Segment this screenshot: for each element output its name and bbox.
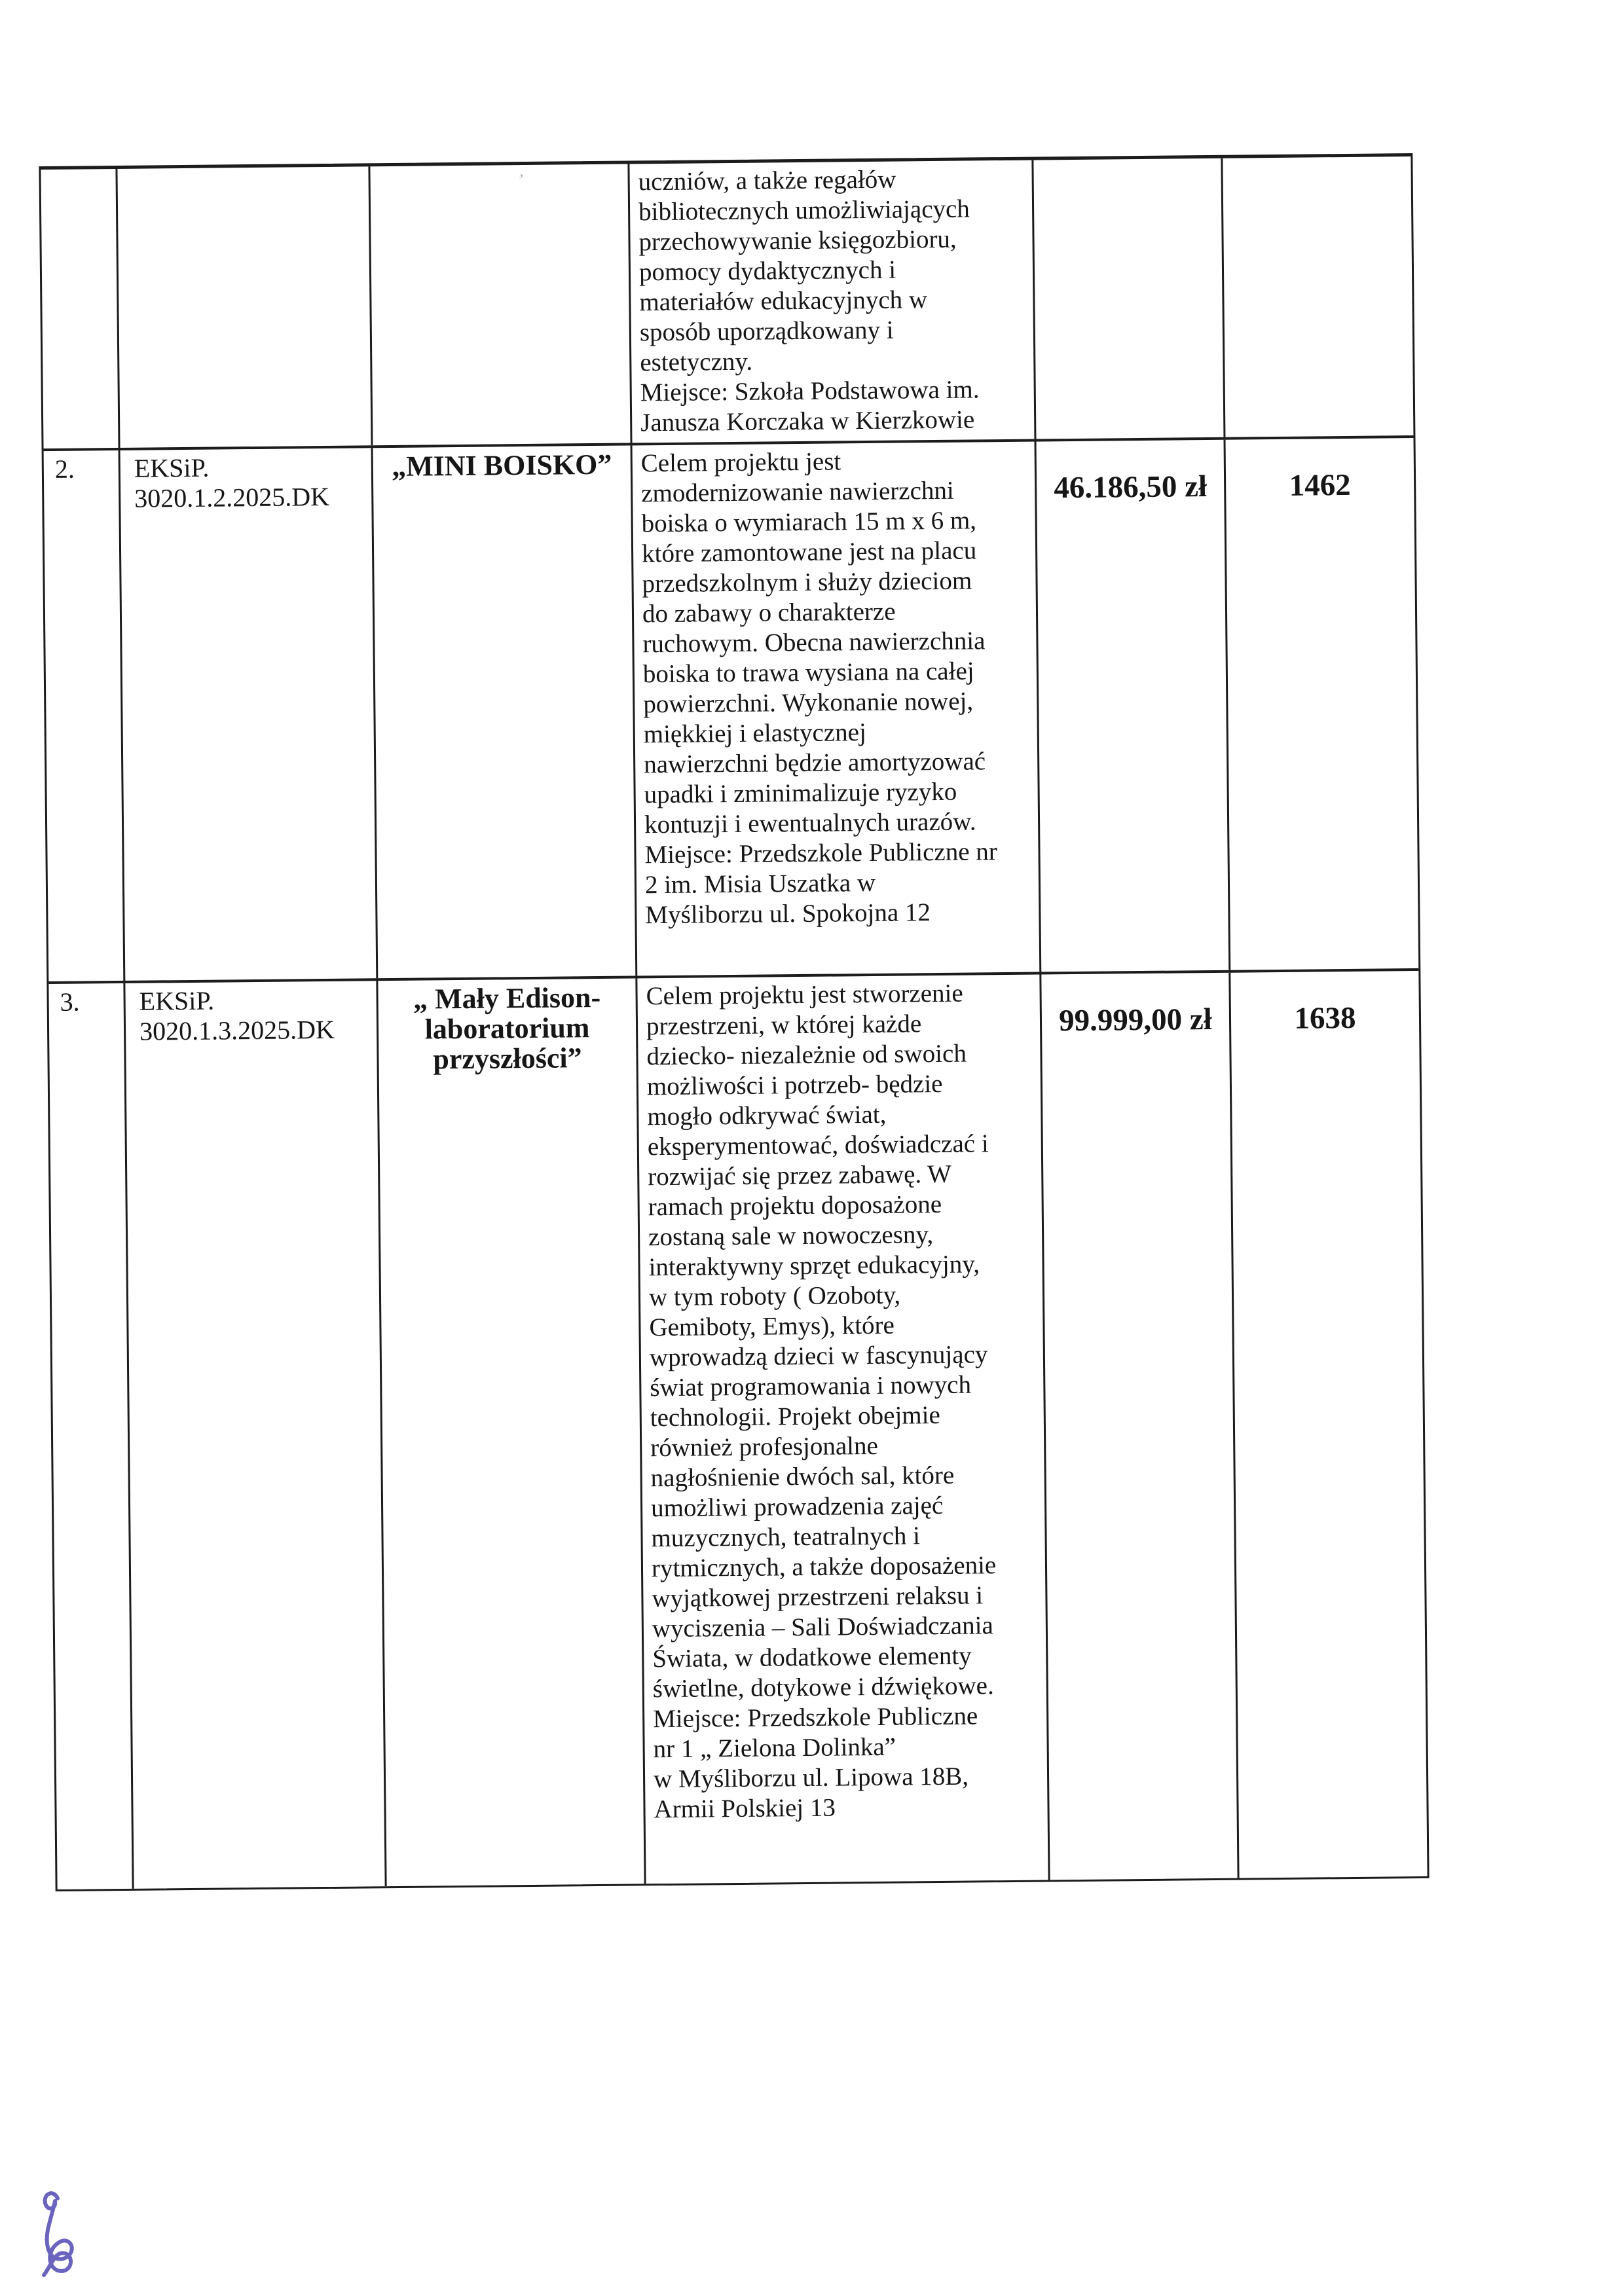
- text-line: umożliwi prowadzenia zajęć: [650, 1491, 944, 1523]
- text-line: nr 1 „ Zielona Dolinka”: [653, 1732, 896, 1764]
- table-row: [48, 968, 1427, 1889]
- text-line: świat programowania i nowych: [650, 1370, 972, 1402]
- signature-stroke: [44, 2193, 72, 2275]
- cell-row-number: 2.: [54, 454, 75, 484]
- cell-amount: [1031, 158, 1223, 439]
- text-line: estetyczny.: [640, 347, 753, 377]
- text-line: laboratorium: [424, 1011, 590, 1046]
- text-line: Świata, w dodatkowe elementy: [652, 1641, 972, 1673]
- cell-project-name: [371, 445, 636, 978]
- text-line: boiska o wymiarach 15 m x 6 m,: [641, 506, 977, 538]
- text-line: zmodernizowanie nawierzchni: [641, 476, 954, 508]
- text-line: rozwijać się przez zabawę. W: [648, 1159, 952, 1192]
- cell-vote-count: [1221, 156, 1413, 437]
- cell-project-name: [368, 164, 630, 446]
- cell-project-name: [376, 978, 644, 1886]
- text-line: miękkiej i elastycznej: [643, 718, 866, 749]
- text-line: kontuzji i ewentualnych urazów.: [644, 807, 976, 839]
- text-line: bibliotecznych umożliwiających: [638, 194, 970, 227]
- text-line: przedszkolnym i służy dzieciom: [642, 566, 972, 598]
- text-line: Janusza Korczaka w Kierzkowie: [640, 405, 975, 437]
- projects-table: [39, 153, 1429, 1891]
- cell-vote-count: 1638: [1228, 971, 1427, 1878]
- text-line: ramach projektu doposażone: [648, 1190, 942, 1222]
- text-line: świetlne, dotykowe i dźwiękowe.: [652, 1671, 994, 1704]
- text-line: technologii. Projekt obejmie: [650, 1401, 940, 1432]
- cell-reference-code: [123, 981, 384, 1889]
- cell-row-number: 3.: [60, 987, 80, 1017]
- text-line: 3020.1.3.2025.DK: [139, 1014, 335, 1046]
- text-line: wyjątkowej przestrzeni relaksu i: [652, 1581, 984, 1613]
- text-line: w tym roboty ( Ozoboty,: [648, 1281, 901, 1312]
- text-line: pomocy dydaktycznych i: [638, 255, 896, 287]
- text-line: nagłośnienie dwóch sal, które: [650, 1461, 955, 1493]
- text-line: przestrzeni, w której każde: [646, 1010, 922, 1041]
- text-line: EKSiP.: [134, 452, 210, 483]
- cell-amount: 46.186,50 zł: [1035, 440, 1229, 972]
- text-line: rytmicznych, a także doposażenie: [651, 1551, 997, 1583]
- table-row: [44, 435, 1419, 981]
- text-line: 2 im. Misia Uszatka w: [644, 868, 876, 900]
- projects-table-wrapper: [39, 153, 1429, 1891]
- cell-project-description: [631, 442, 1040, 976]
- text-line: możliwości i potrzeb- będzie: [646, 1069, 943, 1101]
- text-line: 3020.1.2.2025.DK: [134, 481, 330, 513]
- text-line: Miejsce: Przedszkole Publiczne nr: [644, 837, 997, 869]
- scan-speck-mark: ,: [518, 160, 528, 181]
- text-line: sposób uporządkowany i: [639, 316, 894, 347]
- cell-reference-code: [119, 448, 377, 981]
- text-line: do zabawy o charakterze: [642, 597, 896, 629]
- text-line: Armii Polskiej 13: [654, 1793, 836, 1824]
- text-line: Miejsce: Szkoła Podstawowa im.: [640, 375, 980, 407]
- table-row: [41, 156, 1413, 448]
- cell-row-number: [41, 169, 118, 448]
- text-line: dziecko- niezależnie od swoich: [646, 1039, 967, 1071]
- text-line: Gemiboty, Emys), które: [649, 1311, 895, 1342]
- text-line: również profesjonalne: [650, 1431, 879, 1463]
- text-line: „ Mały Edison-: [413, 981, 601, 1015]
- text-line: przechowywanie księgozbioru,: [638, 225, 957, 257]
- text-line: materiałów edukacyjnych w: [639, 285, 928, 317]
- cell-amount: 99.999,00 zł: [1039, 973, 1237, 1880]
- handwritten-initial-signature: [30, 2188, 90, 2287]
- text-line: boiska to trawa wysiana na całej: [642, 657, 974, 689]
- text-line: Celem projektu jest: [640, 447, 841, 478]
- cell-vote-count: 1462: [1223, 438, 1418, 970]
- text-line: Celem projektu jest stworzenie: [646, 979, 963, 1011]
- cell-reference-code: [115, 166, 371, 448]
- text-line: „MINI BOISKO”: [391, 448, 612, 483]
- cell-project-description: [635, 975, 1048, 1884]
- text-line: przyszłości”: [433, 1042, 582, 1076]
- text-line: wprowadzą dzieci w fascynujący: [649, 1340, 988, 1372]
- text-line: EKSiP.: [139, 985, 215, 1016]
- text-line: które zamontowane jest na placu: [641, 536, 977, 568]
- text-line: Myśliborzu ul. Spokojna 12: [645, 898, 931, 930]
- cell-project-description: [627, 160, 1034, 443]
- text-line: mogło odkrywać świat,: [647, 1100, 887, 1131]
- text-line: interaktywny sprzęt edukacyjny,: [648, 1250, 980, 1282]
- text-line: ruchowym. Obecna nawierzchnia: [642, 627, 986, 659]
- text-line: uczniów, a także regałów: [638, 165, 896, 196]
- text-line: w Myśliborzu ul. Lipowa 18B,: [653, 1762, 969, 1794]
- text-line: nawierzchni będzie amortyzować: [644, 747, 986, 779]
- text-line: upadki i zminimalizuje ryzyko: [644, 777, 957, 809]
- text-line: zostaną sale w nowoczesny,: [648, 1220, 934, 1252]
- text-line: eksperymentować, doświadczać i: [647, 1129, 989, 1161]
- text-line: wyciszenia – Sali Doświadczania: [652, 1611, 993, 1643]
- text-line: powierzchni. Wykonanie nowej,: [643, 687, 974, 719]
- text-line: Miejsce: Przedszkole Publiczne: [653, 1702, 978, 1734]
- text-line: muzycznych, teatralnych i: [651, 1522, 921, 1553]
